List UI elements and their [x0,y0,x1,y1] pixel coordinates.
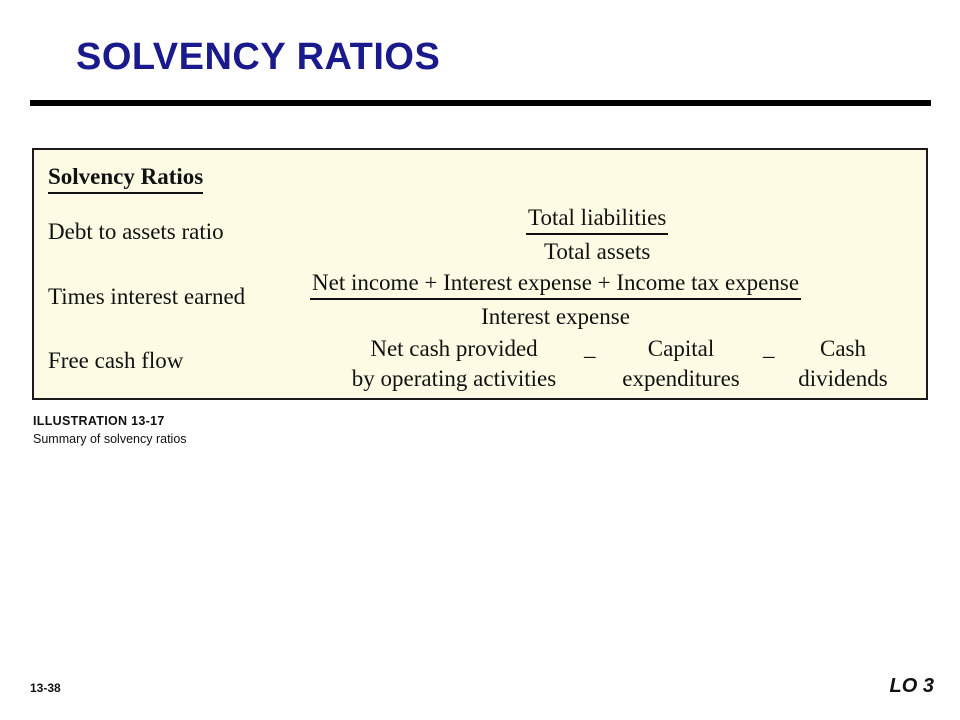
debt-to-assets-formula [526,206,668,263]
title-divider [30,100,931,106]
fcf-term-cash-dividends [780,334,906,394]
fcf-term-capital-expenditures-line2: expenditures [622,366,740,391]
illustration-caption-title: ILLUSTRATION 13-17 [33,414,165,428]
debt-to-assets-numerator: Total liabilities [526,206,668,235]
fcf-term-capital-expenditures [602,334,760,394]
row-label-debt-to-assets: Debt to assets ratio [48,219,224,244]
slide-title: SOLVENCY RATIOS [76,36,441,78]
row-label-free-cash-flow: Free cash flow [48,348,184,373]
panel-heading: Solvency Ratios [48,164,203,194]
fcf-term-operating-cash-line1: Net cash provided [370,336,538,361]
debt-to-assets-denominator: Total assets [543,239,651,264]
fcf-term-operating-cash [326,334,582,394]
learning-objective-label: LO 3 [889,675,934,697]
illustration-caption-subtitle: Summary of solvency ratios [33,432,187,446]
times-interest-earned-formula [310,271,801,328]
fcf-minus-operator-1: – [584,343,596,368]
fcf-term-operating-cash-line2: by operating activities [351,366,557,391]
fcf-minus-operator-2: – [763,343,775,368]
fcf-term-cash-dividends-line2: dividends [798,366,888,391]
fcf-term-cash-dividends-line1: Cash [820,336,866,361]
times-interest-earned-denominator: Interest expense [481,304,630,329]
fcf-term-capital-expenditures-line1: Capital [647,336,715,361]
times-interest-earned-numerator: Net income + Interest expense + Income tax expense [310,271,801,300]
row-label-times-interest-earned: Times interest earned [48,284,246,309]
slide-number: 13-38 [30,681,61,695]
solvency-ratios-panel [32,148,928,400]
